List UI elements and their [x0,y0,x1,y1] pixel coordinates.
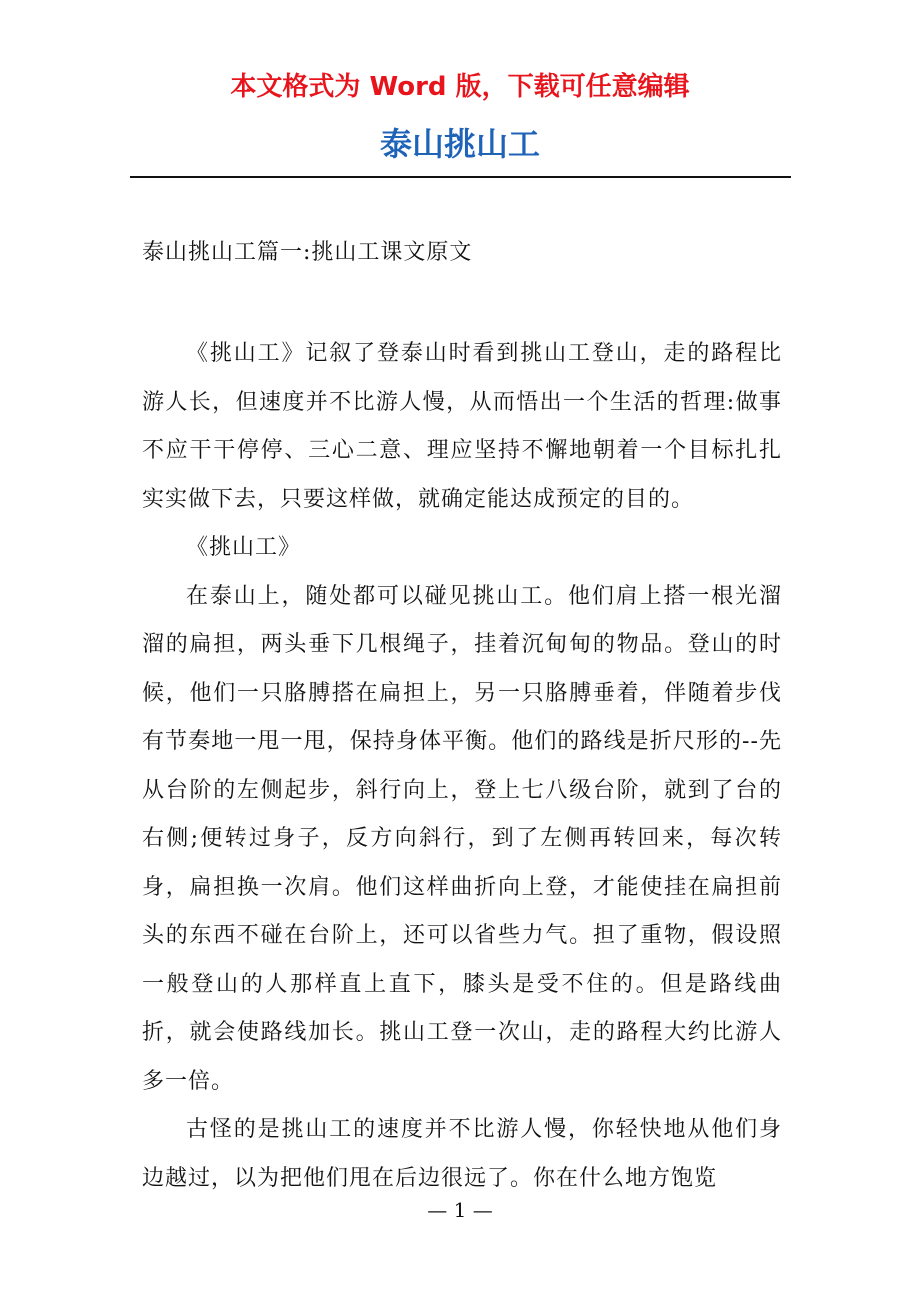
page-number: — 1 — [427,1198,493,1222]
paragraph-porters-route: 在泰山上，随处都可以碰见挑山工。他们肩上搭一根光溜溜的扁担，两头垂下几根绳子，挂着沉甸甸的物品。登山的时候，他们一只胳膊搭在扁担上，另一只胳膊垂着，伴随着步伐有节奏地一甩一甩，保持身体平衡。他们的路线是折尺形的--先从台阶的左侧起步，斜行向上，登上七八级台阶，就到了台的右侧;便转过身子，反方向斜行，到了左侧再转回来，每次转身，扁担换一次肩。他们这样曲折向上登，才能使挂在扁担前头的东西不碰在台阶上，还可以省些力气。担了重物，假设照一般登山的人那样直上直下，膝头是受不住的。但是路线曲折，就会使路线加长。挑山工登一次山，走的路程大约比游人多一倍。 [142,583,782,1094]
paragraph-summary: 《挑山工》记叙了登泰山时看到挑山工登山，走的路程比游人长，但速度并不比游人慢，从而悟出一个生活的哲理:做事不应干干停停、三心二意、理应坚持不懈地朝着一个目标扎扎实实做下去，只要这样做，就确定能达成预定的目的。 [142,341,782,512]
paragraph-article-title: 《挑山工》 [186,535,302,560]
document-body [142,330,782,1203]
section-heading: 泰山挑山工篇一:挑山工课文原文 [142,240,473,265]
document-title: 泰山挑山工 [379,125,540,163]
paragraph-porters-speed: 古怪的是挑山工的速度并不比游人慢，你轻快地从他们身边越过，以为把他们甩在后边很远了。你在什么地方饱览 [142,1117,782,1191]
format-notice: 本文格式为 Word 版，下载可任意编辑 [230,72,690,102]
title-divider [130,176,791,178]
